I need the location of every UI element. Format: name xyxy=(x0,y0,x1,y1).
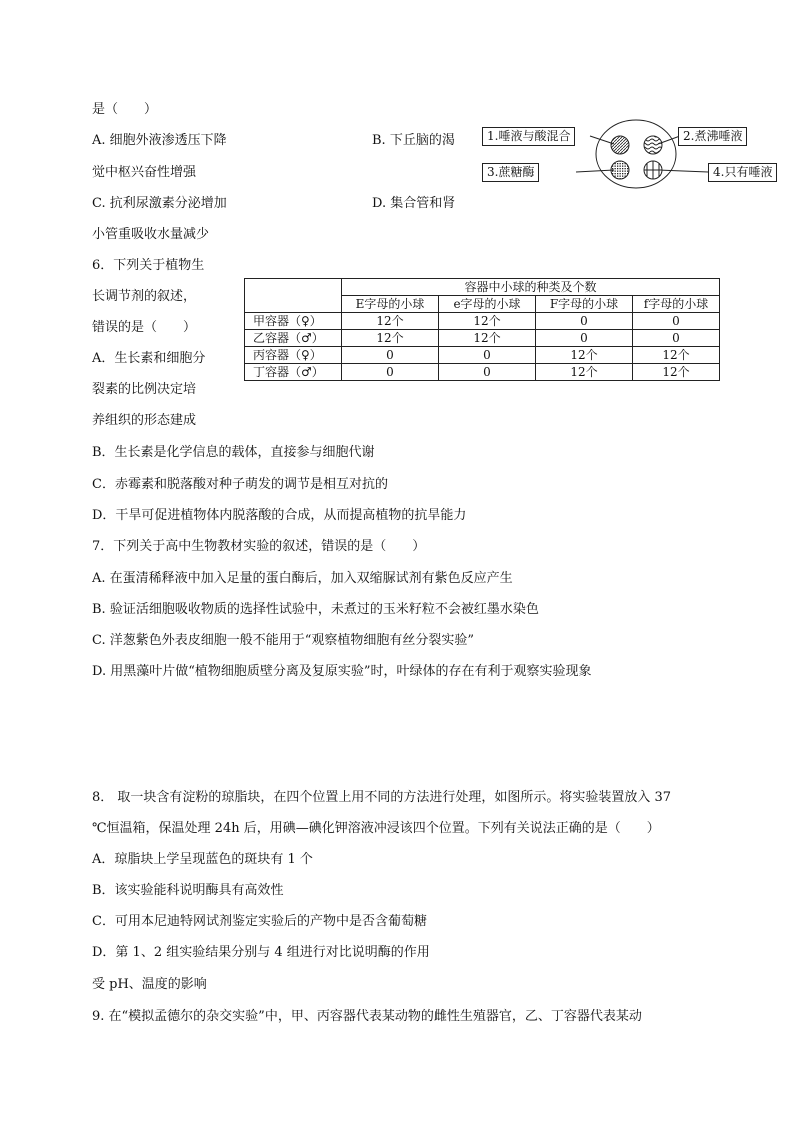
spot-3 xyxy=(611,161,629,179)
table-cell: 0 xyxy=(633,313,720,330)
table-cell: 12个 xyxy=(342,313,439,330)
q5-option-d: D. 集合管和肾 xyxy=(372,196,456,211)
table-group-header-row xyxy=(245,279,720,296)
table-cell: 12个 xyxy=(633,364,720,381)
column-header: E字母的小球 xyxy=(342,296,439,313)
table-row xyxy=(245,364,720,381)
row-header: 丁容器（♂） xyxy=(245,364,342,381)
q5-option-c: C. 抗利尿激素分泌增加 xyxy=(92,196,227,211)
table-cell: 12个 xyxy=(536,364,633,381)
q6-stem-3: 错误的是（ ） xyxy=(92,320,197,335)
table-cell: 0 xyxy=(439,364,536,381)
q8-stem-1: 8． 取一块含有淀粉的琼脂块，在四个位置上用不同的方法进行处理，如图所示。将实验装置放入 37 xyxy=(92,790,672,805)
row-header: 丙容器（♀） xyxy=(245,347,342,364)
figure-label-2: 2.煮沸唾液 xyxy=(678,127,747,146)
figure-label-3: 3.蔗糖酶 xyxy=(482,163,539,182)
q8-option-d: D．第 1、2 组实验结果分别与 4 组进行对比说明酶的作用 xyxy=(92,945,430,960)
q5-option-b-cont: 觉中枢兴奋性增强 xyxy=(92,165,197,180)
column-header: e字母的小球 xyxy=(439,296,536,313)
q5-option-a: A. 细胞外液渗透压下降 xyxy=(92,133,227,148)
q7-option-d: D. 用黑藻叶片做“植物细胞质壁分离及复原实验”时，叶绿体的存在有利于观察实验现象 xyxy=(92,664,592,679)
q8-option-b: B．该实验能科说明酶具有高效性 xyxy=(92,883,284,898)
q6-stem-2: 长调节剂的叙述， xyxy=(92,289,197,304)
table-cell: 12个 xyxy=(439,330,536,347)
q5-answer-stem: 是（ ） xyxy=(92,102,158,117)
table-corner-cell xyxy=(245,279,342,313)
q8-stem-2: ℃恒温箱，保温处理 24h 后，用碘—碘化钾溶液冲浸该四个位置。下列有关说法正确的是（ ） xyxy=(92,821,660,836)
q8-option-c: C．可用本尼迪特网试剂鉴定实验后的产物中是否含葡萄糖 xyxy=(92,914,427,929)
q6-option-c: C．赤霉素和脱落酸对种子萌发的调节是相互对抗的 xyxy=(92,477,388,492)
figure-label-4: 4.只有唾液 xyxy=(708,163,777,182)
q6-option-a-2: 裂素的比例决定培 xyxy=(92,382,197,397)
table-cell: 0 xyxy=(536,313,633,330)
table-group-header: 容器中小球的种类及个数 xyxy=(342,279,720,296)
table-cell: 0 xyxy=(439,347,536,364)
table-cell: 12个 xyxy=(633,347,720,364)
q5-option-d-cont: 小管重吸收水量减少 xyxy=(92,227,210,242)
table-cell: 0 xyxy=(536,330,633,347)
table-cell: 12个 xyxy=(342,330,439,347)
q6-option-b: B．生长素是化学信息的载体，直接参与细胞代谢 xyxy=(92,445,375,460)
column-header: f字母的小球 xyxy=(633,296,720,313)
q7-option-c: C. 洋葱紫色外表皮细胞一般不能用于“观察植物细胞有丝分裂实验” xyxy=(92,633,475,648)
q5-option-b: B. 下丘脑的渴 xyxy=(372,133,455,148)
q8-option-d-cont: 受 pH、温度的影响 xyxy=(92,977,207,992)
row-header: 甲容器（♀） xyxy=(245,313,342,330)
spot-1 xyxy=(611,136,629,154)
table-row xyxy=(245,347,720,364)
q9-stem: 9. 在“模拟孟德尔的杂交实验”中，甲、丙容器代表某动物的雌性生殖器官，乙、丁容器代表某动 xyxy=(92,1009,642,1024)
q7-stem: 7．下列关于高中生物教材实验的叙述，错误的是（ ） xyxy=(92,539,426,554)
q7-option-a: A. 在蛋清稀释液中加入足量的蛋白酶后，加入双缩脲试剂有紫色反应产生 xyxy=(92,571,513,586)
table-row xyxy=(245,313,720,330)
column-header: F字母的小球 xyxy=(536,296,633,313)
spot-2 xyxy=(644,136,662,154)
q7-option-b: B. 验证活细胞吸收物质的选择性试验中，未煮过的玉米籽粒不会被红墨水染色 xyxy=(92,602,539,617)
container-ball-table xyxy=(244,278,720,381)
q6-option-a-3: 养组织的形态建成 xyxy=(92,413,197,428)
q6-option-d: D．干旱可促进植物体内脱落酸的合成，从而提高植物的抗旱能力 xyxy=(92,508,467,523)
table-cell: 12个 xyxy=(536,347,633,364)
agar-block-figure xyxy=(482,118,773,192)
table-cell: 12个 xyxy=(439,313,536,330)
q6-option-a-1: A．生长素和细胞分 xyxy=(92,351,206,366)
table-cell: 0 xyxy=(342,347,439,364)
row-header: 乙容器（♂） xyxy=(245,330,342,347)
q8-option-a: A．琼脂块上学呈现蓝色的斑块有 1 个 xyxy=(92,852,313,867)
table-cell: 0 xyxy=(342,364,439,381)
figure-label-1: 1.唾液与酸混合 xyxy=(482,127,575,146)
table-row xyxy=(245,330,720,347)
table-cell: 0 xyxy=(633,330,720,347)
q6-stem-1: 6．下列关于植物生 xyxy=(92,258,205,273)
